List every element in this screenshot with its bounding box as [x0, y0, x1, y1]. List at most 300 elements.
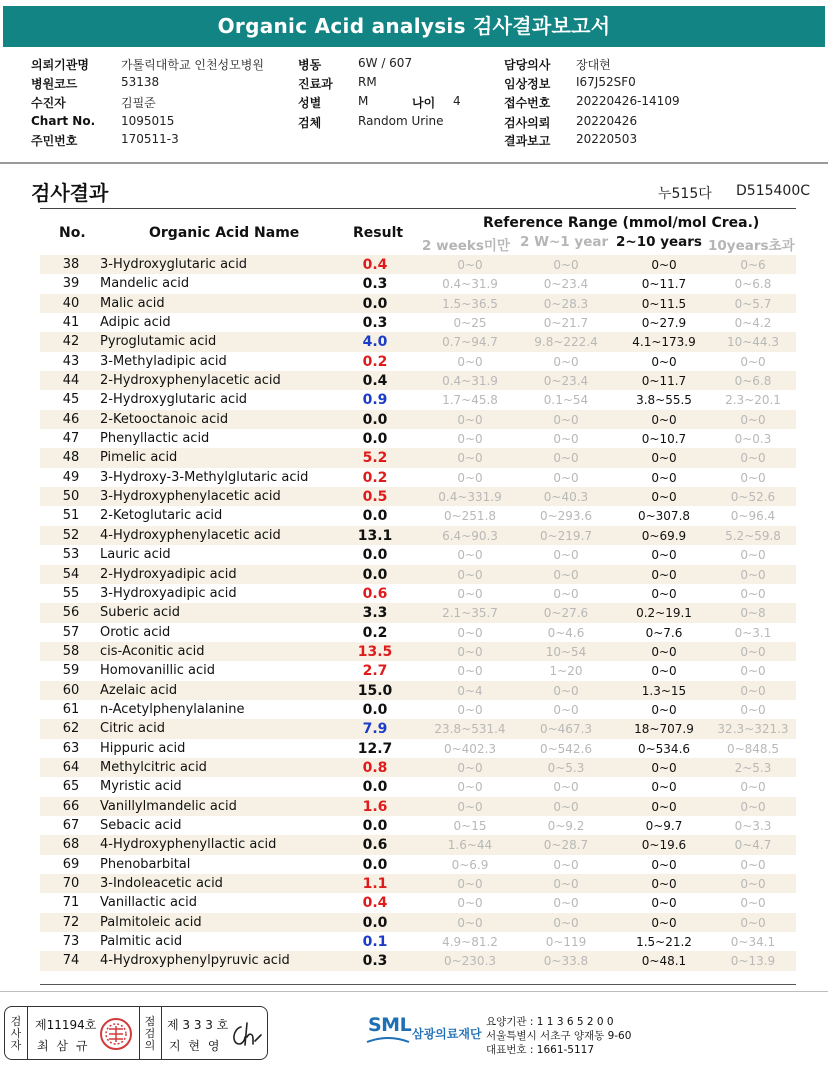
reference-range-under-2-weeks: 2.1~35.7 [442, 606, 498, 621]
info-value: 장대현 [576, 58, 611, 72]
reference-range-over-10y: 2~5.3 [734, 760, 772, 775]
contact-line: 요양기관 : 1 1 3 6 5 2 0 0 [486, 1016, 614, 1028]
reference-range-2-10y: 0~0 [651, 258, 677, 272]
reference-range-under-2-weeks: 0~0 [457, 567, 483, 582]
logo-swoosh-icon [366, 1036, 410, 1046]
reference-range-over-10y: 0~4.7 [734, 838, 772, 853]
reference-range-2-10y: 0~0 [651, 896, 677, 911]
reference-range-2-10y: 0~0 [651, 915, 677, 930]
table-row [40, 565, 796, 584]
reference-range-2w-1y: 0~467.3 [539, 722, 593, 737]
signature-box [4, 1006, 268, 1060]
reference-range-over-10y: 0~6.8 [734, 277, 772, 292]
reference-range-under-2-weeks: 1.5~36.5 [442, 296, 498, 311]
reference-range-under-2-weeks: 0.4~31.9 [442, 374, 498, 389]
reference-range-over-10y: 0~0 [740, 683, 766, 698]
report-title-bar [3, 6, 825, 47]
result-value: 0.6 [362, 585, 388, 602]
result-value: 0.3 [362, 953, 388, 970]
reference-range-over-10y: 0~6.8 [734, 374, 772, 389]
result-value: 0.2 [362, 469, 388, 486]
column-header-age-group: 2~10 years [616, 234, 702, 250]
organic-acid-name: Phenyllactic acid [100, 431, 210, 447]
info-value: 김필준 [121, 96, 156, 110]
info-value: 20220426 [576, 114, 638, 128]
reference-range-under-2-weeks: 0~0 [457, 586, 483, 601]
reference-range-2w-1y: 0~0 [553, 857, 579, 872]
reference-range-2w-1y: 0~0 [553, 915, 579, 930]
organic-acid-name: Homovanillic acid [100, 663, 215, 679]
row-number: 65 [62, 779, 80, 795]
reference-range-2-10y: 0~0 [651, 567, 677, 582]
inspector-name: 최 삼 규 [37, 1039, 90, 1053]
reference-range-under-2-weeks: 0~0 [457, 354, 483, 369]
reference-range-2-10y: 0~0 [651, 857, 677, 872]
info-value: RM [358, 75, 377, 89]
table-row [40, 700, 796, 719]
organic-acid-name: 2-Ketooctanoic acid [100, 411, 229, 427]
reference-range-2-10y: 0~48.1 [641, 954, 687, 969]
info-label: 접수번호 [504, 96, 551, 110]
table-row [40, 487, 796, 506]
organic-acid-name: 3-Hydroxy-3-Methylglutaric acid [100, 469, 309, 485]
contact-line: 서울특별시 서초구 양재동 9-60 [486, 1030, 632, 1042]
organic-acid-name: 4-Hydroxyphenylacetic acid [100, 527, 281, 543]
table-row [40, 623, 796, 642]
info-row [0, 132, 828, 151]
row-number: 42 [62, 334, 80, 350]
row-number: 43 [62, 353, 80, 369]
divider [139, 1007, 140, 1059]
reference-range-over-10y: 0~6 [740, 258, 766, 272]
reference-range-over-10y: 0~52.6 [730, 490, 776, 505]
info-value: 6W / 607 [358, 56, 413, 70]
reference-range-under-2-weeks: 4.9~81.2 [442, 935, 498, 950]
row-number: 45 [62, 392, 80, 408]
reference-range-2-10y: 18~707.9 [634, 722, 694, 737]
result-value: 0.0 [362, 856, 388, 873]
result-value: 0.0 [362, 566, 388, 583]
reference-range-2-10y: 0~0 [651, 490, 677, 505]
reference-range-under-2-weeks: 0~0 [457, 258, 483, 272]
reference-range-under-2-weeks: 0~0 [457, 702, 483, 717]
reference-range-over-10y: 0~0 [740, 567, 766, 582]
organic-acid-name: Suberic acid [100, 605, 180, 621]
divider [40, 208, 796, 209]
row-number: 61 [62, 701, 80, 717]
organic-acid-name: Sebacic acid [100, 817, 182, 833]
report-code: D515400C [736, 183, 810, 199]
reference-range-2-10y: 0~0 [651, 548, 677, 563]
table-row [40, 758, 796, 777]
reference-range-2w-1y: 0~27.6 [543, 606, 589, 621]
table-row [40, 390, 796, 409]
info-label: 진료과 [298, 77, 333, 91]
reference-range-2w-1y: 0~0 [553, 683, 579, 698]
reference-range-under-2-weeks: 0~0 [457, 799, 483, 814]
reference-range-2w-1y: 0~4.6 [547, 625, 585, 640]
reference-range-2w-1y: 0~28.3 [543, 296, 589, 311]
info-label: 병원코드 [31, 77, 78, 91]
reference-range-under-2-weeks: 0~0 [457, 644, 483, 659]
table-row [40, 913, 796, 932]
row-number: 39 [62, 276, 80, 292]
divider [0, 162, 828, 164]
column-header-name: Organic Acid Name [149, 225, 300, 241]
reference-range-2w-1y: 0~0 [553, 877, 579, 891]
inspector-label: 검사자 [10, 1015, 22, 1052]
row-number: 52 [62, 527, 80, 543]
row-number: 59 [62, 663, 80, 679]
table-row [40, 681, 796, 700]
reference-range-2w-1y: 0~33.8 [543, 954, 589, 969]
info-value: 4 [453, 94, 461, 108]
reference-range-under-2-weeks: 0.7~94.7 [442, 335, 498, 350]
divider [161, 1007, 162, 1059]
table-row [40, 816, 796, 835]
table-row [40, 584, 796, 603]
reference-range-under-2-weeks: 0~0 [457, 780, 483, 795]
table-row [40, 371, 796, 390]
table-row [40, 642, 796, 661]
result-value: 0.0 [362, 411, 388, 428]
reference-range-under-2-weeks: 0.4~331.9 [438, 490, 502, 505]
result-value: 0.0 [362, 295, 388, 312]
reviewer-label: 점검의 [144, 1015, 156, 1052]
reference-range-2w-1y: 0~0 [553, 258, 579, 272]
row-number: 50 [62, 489, 80, 505]
row-number: 71 [62, 895, 80, 911]
table-row [40, 719, 796, 738]
row-number: 51 [62, 508, 80, 524]
table-row [40, 661, 796, 680]
reference-range-over-10y: 0~0 [740, 451, 766, 466]
table-row [40, 797, 796, 816]
table-row [40, 352, 796, 371]
reference-range-under-2-weeks: 0~0 [457, 412, 483, 427]
reference-range-2w-1y: 10~54 [545, 644, 587, 659]
column-header-age-group: 2 W~1 year [520, 234, 609, 250]
result-value: 0.0 [362, 817, 388, 834]
table-row [40, 410, 796, 429]
reference-range-under-2-weeks: 0~0 [457, 877, 483, 891]
organic-acid-name: Palmitoleic acid [100, 914, 202, 930]
reference-range-under-2-weeks: 0~0 [457, 664, 483, 679]
reference-range-2-10y: 0~0 [651, 451, 677, 466]
reference-range-2-10y: 0~69.9 [641, 528, 687, 543]
organic-acid-name: Orotic acid [100, 624, 171, 640]
reference-range-over-10y: 0~13.9 [730, 954, 776, 969]
reference-range-2-10y: 0~9.7 [645, 818, 683, 833]
reference-range-2-10y: 0~0 [651, 760, 677, 775]
reference-range-over-10y: 0~4.2 [734, 316, 772, 331]
organic-acid-name: 4-Hydroxyphenylpyruvic acid [100, 953, 290, 969]
row-number: 55 [62, 585, 80, 601]
result-value: 0.4 [362, 257, 388, 273]
result-value: 13.1 [357, 527, 393, 544]
reference-range-under-2-weeks: 0.4~31.9 [442, 277, 498, 292]
reference-range-over-10y: 0~0 [740, 354, 766, 369]
row-number: 60 [62, 682, 80, 698]
table-row [40, 855, 796, 874]
reviewer-license: 제 3 3 3 호 [167, 1018, 229, 1032]
table-row [40, 448, 796, 467]
reference-range-2-10y: 0~10.7 [641, 432, 687, 447]
reference-range-under-2-weeks: 0~0 [457, 625, 483, 640]
organic-acid-name: 3-Hydroxyadipic acid [100, 585, 237, 601]
column-header-age-group: 10years초과 [708, 238, 795, 254]
reference-range-2w-1y: 0~119 [545, 935, 587, 950]
reference-range-2-10y: 0~0 [651, 644, 677, 659]
reference-range-over-10y: 2.3~20.1 [725, 393, 781, 408]
row-number: 44 [62, 373, 80, 389]
table-row [40, 739, 796, 758]
table-row [40, 932, 796, 951]
divider [40, 984, 796, 985]
reference-range-under-2-weeks: 0~0 [457, 451, 483, 466]
organic-acid-name: Azelaic acid [100, 682, 178, 698]
reference-range-2w-1y: 0~293.6 [539, 509, 593, 524]
reference-range-2w-1y: 0~0 [553, 548, 579, 563]
info-label: 임상정보 [504, 77, 551, 91]
table-row [40, 255, 796, 274]
organic-acid-name: Phenobarbital [100, 856, 191, 872]
organic-acid-name: Citric acid [100, 721, 165, 737]
reference-range-2-10y: 0~0 [651, 412, 677, 427]
result-value: 0.2 [362, 353, 388, 370]
table-row [40, 545, 796, 564]
row-number: 66 [62, 798, 80, 814]
info-label: 나이 [412, 96, 436, 110]
report-title: Organic Acid analysis 검사결과보고서 [217, 14, 611, 38]
result-value: 0.3 [362, 276, 388, 293]
reference-range-under-2-weeks: 0~15 [453, 818, 487, 833]
reference-range-over-10y: 0~0 [740, 664, 766, 679]
reference-range-over-10y: 0~0 [740, 896, 766, 911]
organic-acid-name: Methylcitric acid [100, 759, 207, 775]
info-value: 1095015 [121, 114, 175, 128]
reference-range-over-10y: 0~0 [740, 412, 766, 427]
reference-range-2w-1y: 0~21.7 [543, 316, 589, 331]
info-row [0, 75, 828, 94]
organic-acid-name: Malic acid [100, 295, 165, 311]
row-number: 63 [62, 740, 80, 756]
report-code: 누515다 [658, 186, 712, 202]
reference-range-under-2-weeks: 0~230.3 [443, 954, 497, 969]
reference-range-under-2-weeks: 0~402.3 [443, 741, 497, 756]
reference-range-over-10y: 0~0 [740, 702, 766, 717]
reference-range-over-10y: 10~44.3 [726, 335, 780, 350]
reference-range-2-10y: 4.1~173.9 [632, 335, 696, 350]
info-value: 20220503 [576, 132, 638, 146]
reference-range-over-10y: 0~0 [740, 780, 766, 795]
row-number: 58 [62, 643, 80, 659]
reference-range-2-10y: 0~27.9 [641, 316, 687, 331]
organic-acid-name: 3-Hydroxyphenylacetic acid [100, 489, 281, 505]
organic-acid-name: 4-Hydroxyphenyllactic acid [100, 837, 277, 853]
reference-range-2w-1y: 0~0 [553, 432, 579, 447]
table-row [40, 294, 796, 313]
row-number: 41 [62, 315, 80, 331]
reference-range-2-10y: 0~0 [651, 780, 677, 795]
row-number: 46 [62, 411, 80, 427]
table-row [40, 526, 796, 545]
reference-range-under-2-weeks: 6.4~90.3 [442, 528, 498, 543]
reference-range-2-10y: 1.5~21.2 [636, 935, 692, 950]
divider [27, 1007, 28, 1059]
info-label: Chart No. [31, 114, 96, 128]
reference-range-2w-1y: 0~0 [553, 896, 579, 911]
row-number: 57 [62, 624, 80, 640]
organic-acid-name: Hippuric acid [100, 740, 186, 756]
reference-range-2w-1y: 0~9.2 [547, 818, 585, 833]
result-value: 13.5 [357, 643, 393, 660]
table-row [40, 429, 796, 448]
info-label: 성별 [298, 96, 322, 110]
reference-range-2w-1y: 0~0 [553, 354, 579, 369]
reference-range-over-10y: 0~96.4 [730, 509, 776, 524]
reference-range-2w-1y: 0~0 [553, 567, 579, 582]
result-value: 12.7 [357, 740, 393, 757]
handwritten-signature-icon [227, 1017, 263, 1051]
contact-line: 대표번호 : 1661-5117 [486, 1044, 595, 1056]
organic-acid-name: 2-Hydroxyglutaric acid [100, 392, 248, 408]
result-value: 0.0 [362, 914, 388, 931]
row-number: 72 [62, 914, 80, 930]
result-value: 0.9 [362, 392, 388, 409]
organic-acid-name: 2-Ketoglutaric acid [100, 508, 223, 524]
result-value: 0.6 [362, 837, 388, 854]
reference-range-2-10y: 0~534.6 [637, 741, 691, 756]
result-value: 0.3 [362, 315, 388, 332]
reference-range-2-10y: 0~307.8 [637, 509, 691, 524]
reference-range-2w-1y: 0~5.3 [547, 760, 585, 775]
organic-acid-name: 2-Hydroxyadipic acid [100, 566, 237, 582]
inspector-license: 제11194호 [35, 1018, 97, 1032]
organic-acid-name: cis-Aconitic acid [100, 643, 205, 659]
reference-range-under-2-weeks: 0~0 [457, 760, 483, 775]
reference-range-over-10y: 0~3.3 [734, 818, 772, 833]
organic-acid-name: Adipic acid [100, 315, 171, 331]
reference-range-2-10y: 0~0 [651, 702, 677, 717]
results-section-title: 검사결과 [31, 181, 109, 205]
organization-contact [486, 1015, 631, 1057]
reference-range-under-2-weeks: 0~0 [457, 432, 483, 447]
result-value: 0.4 [362, 373, 388, 390]
row-number: 74 [62, 953, 80, 969]
table-row [40, 835, 796, 854]
reference-range-2-10y: 0~0 [651, 354, 677, 369]
reference-range-under-2-weeks: 1.7~45.8 [442, 393, 498, 408]
reference-range-under-2-weeks: 1.6~44 [447, 838, 493, 853]
row-number: 38 [62, 257, 80, 272]
reference-range-over-10y: 0~8 [740, 606, 766, 621]
column-header-age-group: 2 weeks미만 [422, 238, 510, 254]
table-row [40, 603, 796, 622]
reference-range-under-2-weeks: 0~0 [457, 548, 483, 563]
reference-range-2-10y: 0~0 [651, 586, 677, 601]
reference-range-2-10y: 0~11.7 [641, 277, 687, 292]
reference-range-over-10y: 32.3~321.3 [717, 722, 789, 737]
reference-range-2-10y: 0~0 [651, 877, 677, 891]
organic-acid-name: Lauric acid [100, 547, 171, 563]
reference-range-2w-1y: 0~23.4 [543, 374, 589, 389]
reference-range-2w-1y: 0~0 [553, 799, 579, 814]
column-header-no: No. [59, 225, 86, 241]
reference-range-under-2-weeks: 0~0 [457, 896, 483, 911]
reference-range-2-10y: 0~7.6 [645, 625, 683, 640]
table-row [40, 893, 796, 912]
result-value: 0.1 [362, 934, 388, 951]
row-number: 70 [62, 876, 80, 891]
reference-range-2w-1y: 1~20 [549, 664, 583, 679]
reference-range-2w-1y: 0~219.7 [539, 528, 593, 543]
result-value: 0.0 [362, 508, 388, 525]
info-row [0, 94, 828, 113]
organization-logo [368, 1014, 482, 1041]
info-label: 수진자 [31, 96, 66, 110]
reference-range-2w-1y: 9.8~222.4 [534, 335, 598, 350]
reference-range-over-10y: 0~0 [740, 586, 766, 601]
reference-range-2-10y: 0.2~19.1 [636, 606, 692, 621]
row-number: 49 [62, 469, 80, 485]
row-number: 56 [62, 605, 80, 621]
reference-range-under-2-weeks: 0~0 [457, 470, 483, 485]
organic-acid-name: 3-Indoleacetic acid [100, 876, 223, 891]
reference-range-2w-1y: 0~0 [553, 451, 579, 466]
reference-range-under-2-weeks: 0~0 [457, 915, 483, 930]
reference-range-2-10y: 0~11.5 [641, 296, 687, 311]
organic-acid-name: Vanillactic acid [100, 895, 198, 911]
info-value: 53138 [121, 75, 160, 89]
result-value: 5.2 [362, 450, 388, 467]
row-number: 54 [62, 566, 80, 582]
reference-range-2w-1y: 0.1~54 [543, 393, 589, 408]
reference-range-2w-1y: 0~0 [553, 780, 579, 795]
organic-acid-name: Myristic acid [100, 779, 182, 795]
reference-range-over-10y: 5.2~59.8 [725, 528, 781, 543]
reference-range-over-10y: 0~0 [740, 877, 766, 891]
info-value: M [358, 94, 369, 108]
reference-range-over-10y: 0~0 [740, 470, 766, 485]
organization-name: 삼광의료재단 [412, 1027, 482, 1041]
info-label: 담당의사 [504, 58, 551, 72]
reference-range-over-10y: 0~0 [740, 644, 766, 659]
table-row [40, 313, 796, 332]
reference-range-under-2-weeks: 0~4 [457, 683, 483, 698]
row-number: 62 [62, 721, 80, 737]
reference-range-under-2-weeks: 0~25 [453, 316, 487, 331]
info-label: 검체 [298, 116, 322, 130]
row-number: 47 [62, 431, 80, 447]
reference-range-2-10y: 3.8~55.5 [636, 393, 692, 408]
reference-range-over-10y: 0~3.1 [734, 625, 772, 640]
reference-range-2w-1y: 0~0 [553, 586, 579, 601]
table-row [40, 506, 796, 525]
result-value: 0.0 [362, 547, 388, 564]
row-number: 53 [62, 547, 80, 563]
table-row [40, 874, 796, 893]
seal-stamp-icon [99, 1017, 133, 1051]
info-row [0, 114, 828, 133]
column-header-reference: Reference Range (mmol/mol Crea.) [483, 215, 760, 231]
patient-info-block [0, 56, 828, 150]
reference-range-2-10y: 1.3~15 [641, 683, 687, 698]
table-row [40, 951, 796, 970]
reference-range-over-10y: 0~848.5 [726, 741, 780, 756]
organic-acid-name: Vanillylmandelic acid [100, 798, 237, 814]
result-value: 1.6 [362, 798, 388, 815]
